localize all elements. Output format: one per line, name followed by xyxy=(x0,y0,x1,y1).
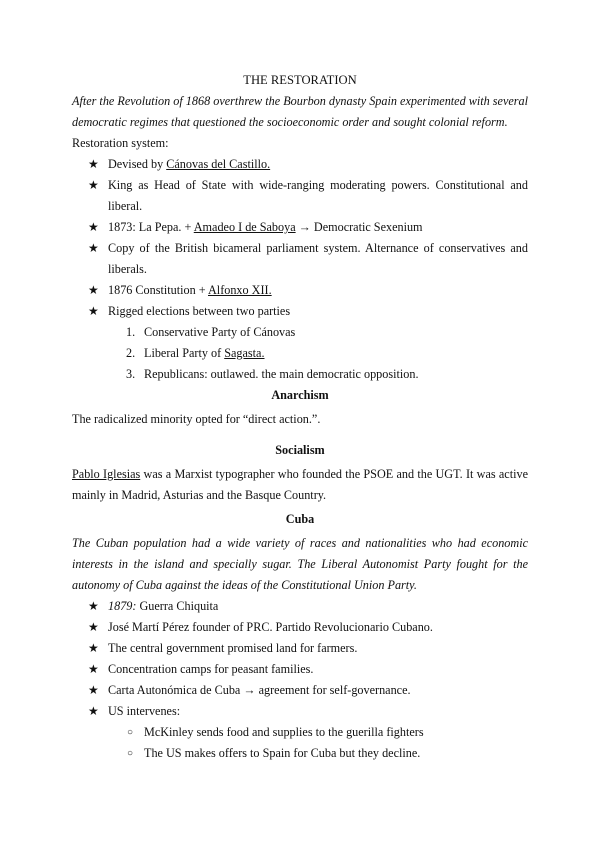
socialism-heading: Socialism xyxy=(275,443,325,457)
anarchism-heading: Anarchism xyxy=(271,388,329,402)
list-item xyxy=(72,659,528,680)
amadeo-link[interactable]: Amadeo I de Saboya xyxy=(193,220,296,234)
anarchism-paragraph: The radicalized minority opted for “direct action.”. xyxy=(72,412,321,426)
list-item xyxy=(72,680,528,701)
item-text: Liberal Party of xyxy=(144,346,225,360)
document-body xyxy=(72,70,528,764)
restoration-label: Restoration system: xyxy=(72,136,169,150)
list-number: 3. xyxy=(126,367,136,381)
item-text: McKinley sends food and supplies to the guerilla fighters xyxy=(144,725,424,739)
star-bullet-icon: ★ xyxy=(88,178,99,192)
list-item xyxy=(72,722,528,743)
list-item xyxy=(72,596,528,617)
item-year: 1879: xyxy=(108,599,137,613)
item-text: Devised by xyxy=(108,157,167,171)
list-item xyxy=(72,322,528,343)
item-text: King as Head of State with wide-ranging moderating powers. Constitutional and liberal. xyxy=(108,178,528,213)
alfonso-link[interactable]: Alfonxo XII. xyxy=(208,283,272,297)
list-item xyxy=(72,617,528,638)
star-bullet-icon: ★ xyxy=(88,304,99,318)
list-item xyxy=(72,154,528,175)
item-text: Conservative Party of Cánovas xyxy=(144,325,296,339)
socialism-paragraph xyxy=(72,464,528,506)
star-bullet-icon: ★ xyxy=(88,599,99,613)
item-text: Republicans: outlawed. the main democratic opposition. xyxy=(144,367,419,381)
item-text: The US makes offers to Spain for Cuba but they decline. xyxy=(144,746,421,760)
sagasta-link[interactable]: Sagasta. xyxy=(224,346,265,360)
list-item xyxy=(72,343,528,364)
parties-list xyxy=(72,322,528,385)
circle-bullet-icon: ○ xyxy=(127,727,134,738)
list-item xyxy=(72,701,528,722)
list-number: 2. xyxy=(126,346,136,360)
list-item xyxy=(72,638,528,659)
list-item xyxy=(72,364,528,385)
star-bullet-icon: ★ xyxy=(88,704,99,718)
us-intervention-list xyxy=(72,722,528,764)
intro-paragraph: After the Revolution of 1868 overthrew the Bourbon dynasty Spain experimented with several democratic regimes that questioned the socioeconomic order and sought colonial reform. xyxy=(72,94,528,129)
list-item xyxy=(72,175,528,217)
socialism-text: was a Marxist typographer who founded the PSOE and the UGT. It was active mainly in Madrid, Asturias and the Basque Country. xyxy=(72,467,528,502)
canovas-link[interactable]: Cánovas del Castillo. xyxy=(166,157,271,171)
pablo-iglesias-link[interactable]: Pablo Iglesias xyxy=(72,467,141,481)
star-bullet-icon: ★ xyxy=(88,620,99,634)
list-item xyxy=(72,217,528,238)
star-bullet-icon: ★ xyxy=(88,662,99,676)
item-text: 1876 Constitution + xyxy=(108,283,208,297)
item-text: US intervenes: xyxy=(108,704,181,718)
item-text: The central government promised land for farmers. xyxy=(108,641,358,655)
item-text: 1873: La Pepa. + xyxy=(108,220,194,234)
item-text: Rigged elections between two parties xyxy=(108,304,291,318)
star-bullet-icon: ★ xyxy=(88,283,99,297)
item-text: Guerra Chiquita xyxy=(136,599,219,613)
star-bullet-icon: ★ xyxy=(88,220,99,234)
cuba-intro-paragraph: The Cuban population had a wide variety of races and nationalities who had economic interests in the island and specially sugar. The Liberal Autonomist Party fought for the autonomy of Cuba against the ideas of the Constitutional Union Party. xyxy=(72,536,528,592)
circle-bullet-icon: ○ xyxy=(127,748,134,759)
star-bullet-icon: ★ xyxy=(88,157,99,171)
item-text: Copy of the British bicameral parliament system. Alternance of conservatives and liberals. xyxy=(108,241,528,276)
list-item xyxy=(72,301,528,322)
item-text: Concentration camps for peasant families. xyxy=(108,662,314,676)
item-text: José Martí Pérez founder of PRC. Partido Revolucionario Cubano. xyxy=(108,620,433,634)
list-number: 1. xyxy=(126,325,136,339)
cuba-heading: Cuba xyxy=(285,512,315,526)
list-item xyxy=(72,280,528,301)
list-item xyxy=(72,743,528,764)
cuba-list xyxy=(72,596,528,722)
list-item xyxy=(72,238,528,280)
item-text: → Democratic Sexenium xyxy=(295,220,423,234)
star-bullet-icon: ★ xyxy=(88,241,99,255)
restoration-list xyxy=(72,154,528,322)
page-title: THE RESTORATION xyxy=(243,73,357,87)
star-bullet-icon: ★ xyxy=(88,683,99,697)
star-bullet-icon: ★ xyxy=(88,641,99,655)
item-text: Carta Autonómica de Cuba → agreement for self-governance. xyxy=(108,683,411,697)
